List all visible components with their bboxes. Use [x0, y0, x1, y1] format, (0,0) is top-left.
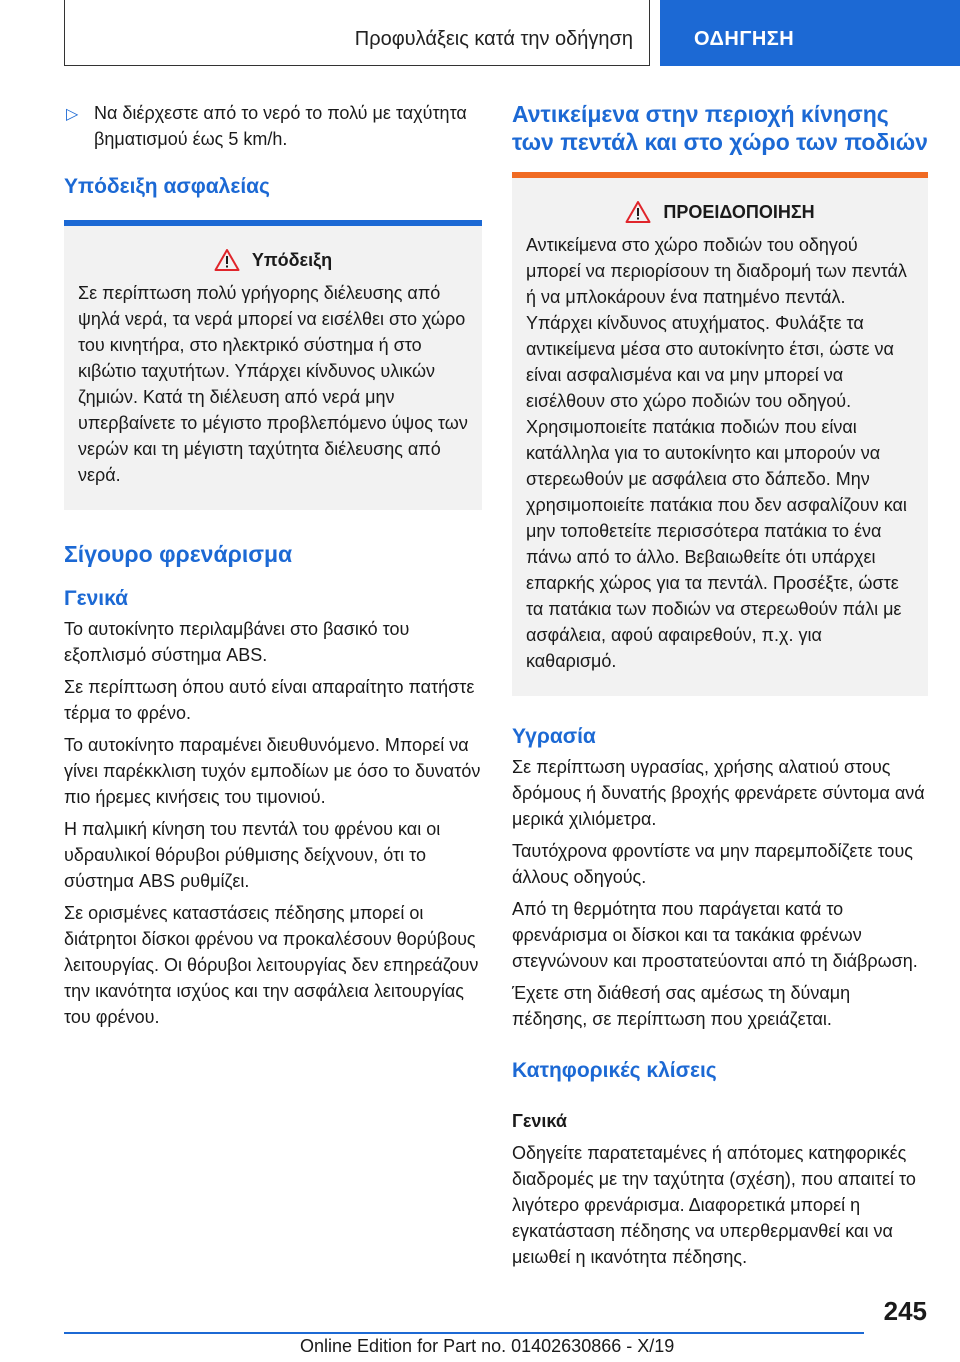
note-box — [64, 220, 482, 510]
page-number: 245 — [883, 1296, 927, 1326]
paragraph: Το αυτοκίνητο περιλαμβάνει στο βασικό του εξοπλισμό σύστημα ABS. — [64, 619, 410, 665]
paragraph: Η παλμική κίνηση του πεντάλ του φρένου και οι υδραυλικοί θόρυβοι ρύθμισης δείχνουν, ότι το σύστημα ABS ρυθμίζει. — [64, 819, 441, 891]
paragraph: Σε περίπτωση υγρασίας, χρήσης αλατιού στους δρόμους ή δυνατής βροχής φρενάρετε σύντομα ανά μερικά χιλιόμετρα. — [512, 757, 925, 829]
braking-heading: Σίγουρο φρενάρισμα — [64, 541, 293, 567]
warning-triangle-icon — [625, 200, 651, 224]
paragraph: Σε περίπτωση όπου αυτό είναι απαραίτητο πατήστε τέρμα το φρένο. — [64, 677, 475, 723]
paragraph: Έχετε στη διάθεσή σας αμέσως τη δύναμη πέδησης, σε περίπτωση που χρειάζεται. — [512, 983, 851, 1029]
section-title: Προφυλάξεις κατά την οδήγηση — [354, 28, 633, 50]
general-heading: Γενικά — [64, 587, 129, 610]
left-column — [64, 100, 482, 1030]
warning-box-text: Αντικείμενα στο χώρο ποδιών του οδηγού μπορεί να περιορίσουν τη διαδρομή των πεντάλ ή να μπλοκάρουν ένα πατημένο πεντάλ. Υπάρχει κίνδυνος ατυχήματος. Φυλάξτε τα αντικείμενα μέσα στο αυτοκίνητο έτσι, ώστε να είναι ασφαλισμένα και να μην μπορεί να εισέλθουν στο χώρο ποδιών του οδηγού. Χρησιμοποιείτε πατάκια ποδιών που είναι κατάλληλα για το αυτοκίνητο και μπορούν να στερεωθούν με ασφάλεια στο δάπεδο. Μην χρησιμοποιείτε πατάκια που δεν ασφαλίζουν και μην τοποθετείτε περισσότερα πατάκια το ένα πάνω από το άλλο. Βεβαιωθείτε ότι υπάρχει επαρκής χώρος για τα πεντάλ. Προσέξτε, ώστε τα πατάκια των ποδιών να στερεωθούν πάλι με ασφάλεια, αφού αφαιρεθούν, π.χ. για καθαρισμό. — [526, 235, 907, 671]
note-box-title: Υπόδειξη — [251, 249, 333, 270]
paragraph: Οδηγείτε παρατεταμένες ή απότομες κατηφορικές διαδρομές με την ταχύτητα (σχέση), που απαιτεί το λιγότερο φρενάρισμα. Διαφορετικά μπορεί η εγκατάσταση πέδησης να υπερθερμανθεί και να μειωθεί η ικανότητα πέδησης. — [512, 1143, 916, 1267]
warning-triangle-icon — [214, 248, 240, 272]
moisture-heading: Υγρασία — [512, 725, 596, 748]
bullet-text: Να διέρχεστε από το νερό το πολύ με ταχύτητα βηματισμού έως 5 km/h. — [94, 103, 467, 149]
edition-text: Online Edition for Part no. 01402630866 - X/19 — [300, 1336, 675, 1356]
note-box-header — [78, 248, 468, 272]
right-column — [512, 100, 928, 1270]
warning-box — [512, 172, 928, 696]
note-box-text: Σε περίπτωση πολύ γρήγορης διέλευσης από ψηλά νερά, τα νερά μπορεί να εισέλθει στο χώρο του κινητήρα, στο ηλεκτρικό σύστημα ή στο κιβώτιο ταχυτήτων. Υπάρχει κίνδυνος υλικών ζημιών. Κατά τη διέλευση από νερά μην υπερβαίνετε το μέγιστο προβλεπόμενο ύψος των νερών και τη μέγιστη ταχύτητα διέλευσης από νερά. — [78, 283, 468, 485]
bullet-item — [64, 100, 482, 152]
chapter-title: ΟΔΗΓΗΣΗ — [694, 28, 795, 50]
downhill-general-heading: Γενικά — [512, 1111, 567, 1131]
section-tab — [64, 0, 650, 66]
safety-heading: Υπόδειξη ασφαλείας — [64, 175, 270, 198]
paragraph: Σε ορισμένες καταστάσεις πέδησης μπορεί οι διάτρητοι δίσκοι φρένου να προκαλέσουν θορύβους λειτουργίας. Οι θόρυβοι λειτουργίας δεν επηρεάζουν την ικανότητα ισχύος και την ασφάλεια λειτουργίας του φρένου. — [64, 903, 479, 1027]
paragraph: Ταυτόχρονα φροντίστε να μην παρεμποδίζετε τους άλλους οδηγούς. — [512, 841, 913, 887]
objects-heading: Αντικείμενα στην περιοχή κίνησης των πεντάλ και στο χώρο των ποδιών — [512, 101, 928, 155]
warning-box-header — [526, 200, 914, 224]
downhill-heading: Κατηφορικές κλίσεις — [512, 1059, 717, 1082]
footer-divider — [64, 1332, 864, 1334]
warning-box-title: ΠΡΟΕΙΔΟΠΟΙΗΣΗ — [663, 201, 815, 222]
chapter-tab — [660, 0, 960, 66]
paragraph: Από τη θερμότητα που παράγεται κατά το φρενάρισμα οι δίσκοι και τα τακάκια φρένων στεγνώνουν και προστατεύονται από τη διάβρωση. — [512, 899, 918, 971]
triangle-right-icon: ▷ — [66, 106, 79, 123]
paragraph: Το αυτοκίνητο παραμένει διευθυνόμενο. Μπορεί να γίνει παρέκκλιση τυχόν εμποδίων με όσο το δυνατόν πιο ήρεμες κινήσεις του τιμονιού. — [64, 735, 481, 807]
page-header — [64, 0, 960, 66]
